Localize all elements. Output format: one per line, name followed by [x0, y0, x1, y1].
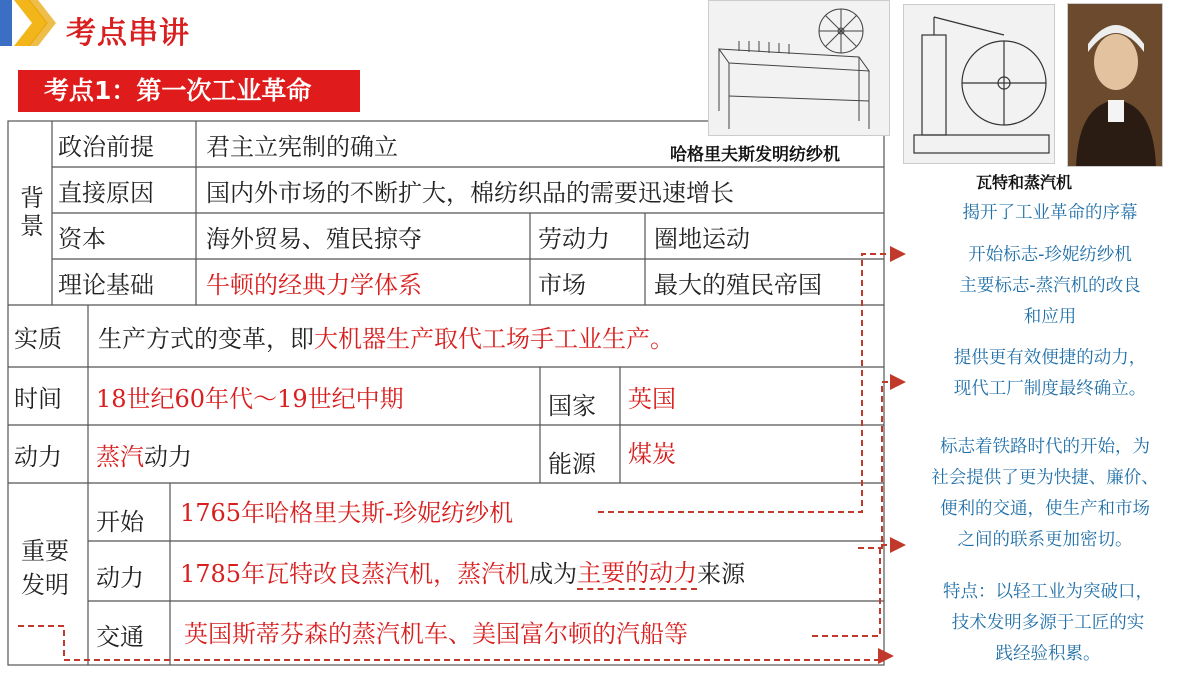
- power-label: 动力: [14, 442, 62, 471]
- country-label: 国家: [548, 391, 596, 420]
- invention-key-transport: 交通: [96, 622, 144, 651]
- note-power-line1: 提供更有效便捷的动力，: [953, 348, 1147, 368]
- row-key-politics: 政治前提: [58, 132, 154, 161]
- note-railway-line1: 标志着铁路时代的开始，为: [940, 437, 1150, 457]
- row-key-theory: 理论基础: [58, 270, 154, 299]
- row-key-market: 市场: [538, 270, 586, 299]
- essence-value-prefix: 生产方式的变革，即: [98, 324, 314, 353]
- row-value-direct-cause: 国内外市场的不断扩大，棉纺织品的需要迅速增长: [206, 178, 734, 207]
- invention-power-part4: 来源: [697, 559, 746, 588]
- arrow-start-to-marks: [598, 254, 904, 512]
- jenny-caption: 哈格里夫斯发明纺纱机: [670, 145, 840, 165]
- row-key-capital: 资本: [58, 224, 106, 253]
- time-label: 时间: [14, 384, 62, 413]
- note-marks-line2: 主要标志-蒸汽机的改良: [959, 276, 1141, 296]
- row-value-market: 最大的殖民帝国: [654, 270, 822, 299]
- note-opening: 揭开了工业革命的序幕: [962, 203, 1138, 223]
- row-key-labor: 劳动力: [538, 224, 610, 253]
- page-title: 考点串讲: [66, 16, 190, 51]
- invention-value-start: 1765年哈格里夫斯-珍妮纺纱机: [180, 498, 514, 527]
- row-key-direct-cause: 直接原因: [58, 178, 154, 207]
- time-value: 18世纪60年代～19世纪中期: [96, 384, 404, 413]
- arrow-transport-to-railway: [812, 545, 904, 636]
- note-power-line2: 现代工厂制度最终确立。: [953, 379, 1147, 399]
- arrow-inventions-to-features: [18, 626, 892, 660]
- row-value-politics: 君主立宪制的确立: [206, 132, 398, 161]
- note-features-line3: 践经验积累。: [995, 644, 1101, 664]
- note-railway-line4: 之间的联系更加密切。: [957, 530, 1133, 550]
- essence-label: 实质: [14, 324, 62, 353]
- power-value-rest: 动力: [144, 442, 192, 471]
- invention-value-transport: 英国斯蒂芬森的蒸汽机车、美国富尔顿的汽船等: [184, 619, 688, 648]
- inventions-label: 重要发明: [21, 537, 69, 599]
- note-features-line1: 特点：以轻工业为突破口，: [943, 582, 1153, 602]
- power-value-highlight: 蒸汽: [96, 442, 144, 471]
- watt-caption: 瓦特和蒸汽机: [976, 173, 1073, 192]
- note-railway-line2: 社会提供了更为快捷、廉价、: [931, 468, 1159, 488]
- invention-key-start: 开始: [96, 507, 144, 536]
- invention-power-part1: 1785年瓦特改良蒸汽机，蒸汽机: [180, 559, 530, 588]
- energy-value: 煤炭: [628, 439, 676, 468]
- note-marks-line1: 开始标志-珍妮纺纱机: [968, 245, 1132, 265]
- background-label: 背景: [15, 185, 44, 241]
- note-marks-line3: 和应用: [1023, 307, 1077, 327]
- invention-power-part2: 成为: [529, 559, 578, 588]
- invention-key-power: 动力: [96, 563, 144, 592]
- arrow-power-to-note: [858, 382, 904, 548]
- section-banner: 考点1：第一次工业革命: [18, 70, 360, 112]
- country-value: 英国: [628, 384, 676, 413]
- row-value-capital: 海外贸易、殖民掠夺: [206, 224, 422, 253]
- invention-power-part3: 主要的动力: [577, 553, 697, 590]
- row-value-labor: 圈地运动: [654, 224, 750, 253]
- row-value-theory: 牛顿的经典力学体系: [206, 270, 422, 299]
- note-features-line2: 技术发明多源于工匠的实: [951, 613, 1145, 633]
- essence-value-highlight: 大机器生产取代工场手工业生产。: [314, 324, 674, 353]
- note-railway-line3: 便利的交通，使生产和市场: [940, 499, 1150, 519]
- energy-label: 能源: [548, 449, 596, 478]
